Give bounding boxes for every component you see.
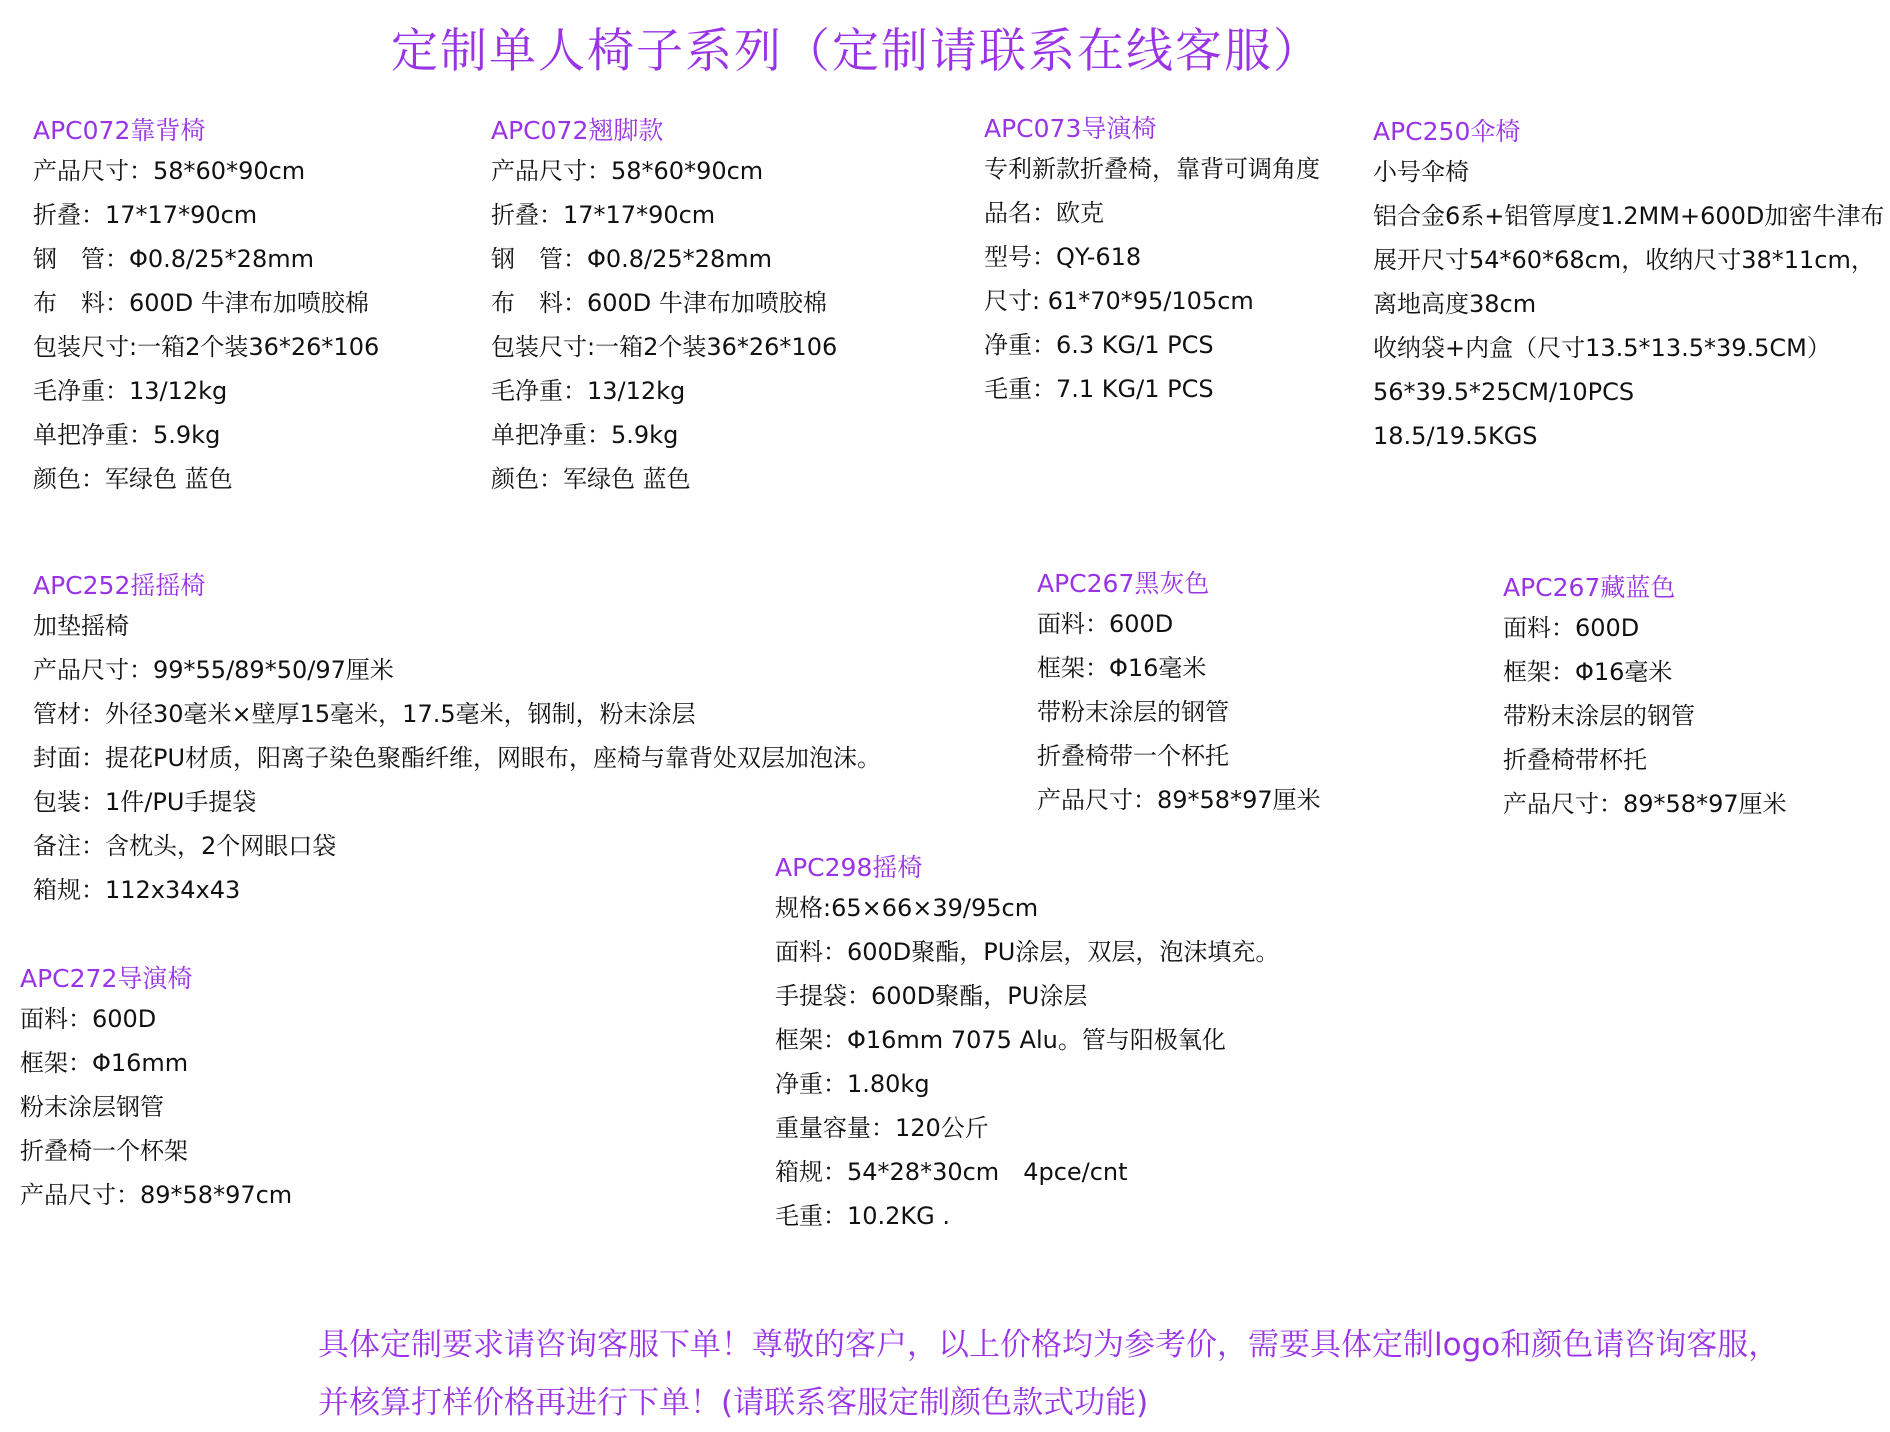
product-spec-line: 颜色：军绿色 蓝色 <box>491 465 691 493</box>
product-spec-line: 框架：Φ16毫米 <box>1503 658 1673 686</box>
product-block <box>1373 114 1884 458</box>
product-spec-line: 箱规：54*28*30cm 4pce/cnt <box>775 1158 1128 1186</box>
product-spec-line: 铝合金6系+铝管厚度1.2MM+600D加密牛津布 <box>1373 202 1885 230</box>
product-spec-line: 面料：600D <box>20 1005 157 1033</box>
product-spec-line: 钢 管：Φ0.8/25*28mm <box>491 245 772 273</box>
product-spec-line: 产品尺寸：89*58*97cm <box>20 1181 293 1209</box>
product-block <box>984 111 1320 411</box>
product-spec-line: 专利新款折叠椅，靠背可调角度 <box>984 155 1320 183</box>
product-heading: APC267黑灰色 <box>1037 569 1210 598</box>
product-spec-line: 布 料：600D 牛津布加喷胶棉 <box>33 289 369 317</box>
product-spec-line: 包装：1件/PU手提袋 <box>33 788 257 816</box>
product-spec-line: 手提袋：600D聚酯，PU涂层 <box>775 982 1088 1010</box>
product-spec-line: 钢 管：Φ0.8/25*28mm <box>33 245 314 273</box>
product-block <box>33 568 881 912</box>
product-spec-line: 颜色：军绿色 蓝色 <box>33 465 233 493</box>
product-spec-line: 净重：1.80kg <box>775 1070 930 1098</box>
product-spec-line: 展开尺寸54*60*68cm，收纳尺寸38*11cm， <box>1373 246 1875 274</box>
product-spec-line: 折叠椅一个杯架 <box>20 1137 188 1165</box>
product-spec-line: 粉末涂层钢管 <box>20 1093 164 1121</box>
product-spec-line: 18.5/19.5KGS <box>1373 422 1538 450</box>
product-spec-line: 型号：QY-618 <box>984 243 1142 271</box>
footer-note <box>318 1316 1779 1432</box>
product-block <box>1503 570 1787 826</box>
product-spec-line: 净重：6.3 KG/1 PCS <box>984 331 1214 359</box>
product-spec-line: 布 料：600D 牛津布加喷胶棉 <box>491 289 827 317</box>
product-spec-line: 产品尺寸：58*60*90cm <box>33 157 306 185</box>
product-spec-line: 面料：600D聚酯，PU涂层，双层，泡沫填充。 <box>775 938 1280 966</box>
product-spec-line: 框架：Φ16毫米 <box>1037 654 1207 682</box>
product-heading: APC298摇椅 <box>775 853 923 882</box>
product-spec-line: 框架：Φ16mm 7075 Alu。管与阳极氧化 <box>775 1026 1226 1054</box>
product-spec-line: 面料：600D <box>1037 610 1174 638</box>
product-block <box>491 113 837 501</box>
product-spec-line: 品名：欧克 <box>984 199 1104 227</box>
product-spec-line: 加垫摇椅 <box>33 612 129 640</box>
product-spec-line: 折叠：17*17*90cm <box>33 201 258 229</box>
product-heading: APC072翘脚款 <box>491 116 664 145</box>
product-spec-line: 管材：外径30毫米×壁厚15毫米，17.5毫米，钢制，粉末涂层 <box>33 700 696 728</box>
page-title: 定制单人椅子系列（定制请联系在线客服） <box>391 24 1322 79</box>
product-heading: APC267藏蓝色 <box>1503 573 1676 602</box>
product-spec-line: 框架：Φ16mm <box>20 1049 189 1077</box>
product-spec-line: 离地高度38cm <box>1373 290 1537 318</box>
product-block <box>33 113 379 501</box>
product-spec-line: 折叠椅带杯托 <box>1503 746 1647 774</box>
product-spec-line: 收纳袋+内盒（尺寸13.5*13.5*39.5CM） <box>1373 334 1831 362</box>
product-spec-line: 折叠椅带一个杯托 <box>1037 742 1229 770</box>
product-spec-line: 毛净重：13/12kg <box>33 377 228 405</box>
product-heading: APC072靠背椅 <box>33 116 206 145</box>
product-block <box>775 850 1279 1238</box>
product-spec-line: 包装尺寸:一箱2个装36*26*106 <box>33 333 380 361</box>
product-spec-line: 箱规：112x34x43 <box>33 876 241 904</box>
product-spec-line: 规格:65×66×39/95cm <box>775 894 1039 922</box>
product-spec-line: 封面：提花PU材质，阳离子染色聚酯纤维，网眼布，座椅与靠背处双层加泡沫。 <box>33 744 882 772</box>
product-spec-line: 面料：600D <box>1503 614 1640 642</box>
product-spec-line: 带粉末涂层的钢管 <box>1037 698 1229 726</box>
footer-line-2: 并核算打样价格再进行下单！(请联系客服定制颜色款式功能) <box>318 1385 1149 1421</box>
product-spec-line: 单把净重：5.9kg <box>491 421 679 449</box>
product-spec-line: 产品尺寸：89*58*97厘米 <box>1037 786 1321 814</box>
product-heading: APC272导演椅 <box>20 964 193 993</box>
product-heading: APC073导演椅 <box>984 114 1157 143</box>
product-spec-line: 重量容量：120公斤 <box>775 1114 989 1142</box>
product-spec-line: 产品尺寸：99*55/89*50/97厘米 <box>33 656 394 684</box>
product-block <box>1037 566 1321 822</box>
product-spec-line: 折叠：17*17*90cm <box>491 201 716 229</box>
product-spec-line: 产品尺寸：89*58*97厘米 <box>1503 790 1787 818</box>
product-spec-line: 毛净重：13/12kg <box>491 377 686 405</box>
product-spec-line: 56*39.5*25CM/10PCS <box>1373 378 1635 406</box>
product-spec-line: 毛重：10.2KG . <box>775 1202 951 1230</box>
footer-line-1: 具体定制要求请咨询客服下单！尊敬的客户，以上价格均为参考价，需要具体定制logo和颜色请咨询客服， <box>318 1327 1780 1363</box>
product-spec-line: 毛重：7.1 KG/1 PCS <box>984 375 1214 403</box>
product-heading: APC252摇摇椅 <box>33 571 206 600</box>
product-spec-line: 包装尺寸:一箱2个装36*26*106 <box>491 333 838 361</box>
product-block <box>20 961 292 1217</box>
product-spec-line: 带粉末涂层的钢管 <box>1503 702 1695 730</box>
product-spec-line: 备注：含枕头，2个网眼口袋 <box>33 832 337 860</box>
product-spec-line: 产品尺寸：58*60*90cm <box>491 157 764 185</box>
product-spec-line: 小号伞椅 <box>1373 158 1469 186</box>
product-spec-line: 单把净重：5.9kg <box>33 421 221 449</box>
product-heading: APC250伞椅 <box>1373 117 1521 146</box>
product-spec-line: 尺寸: 61*70*95/105cm <box>984 287 1254 315</box>
